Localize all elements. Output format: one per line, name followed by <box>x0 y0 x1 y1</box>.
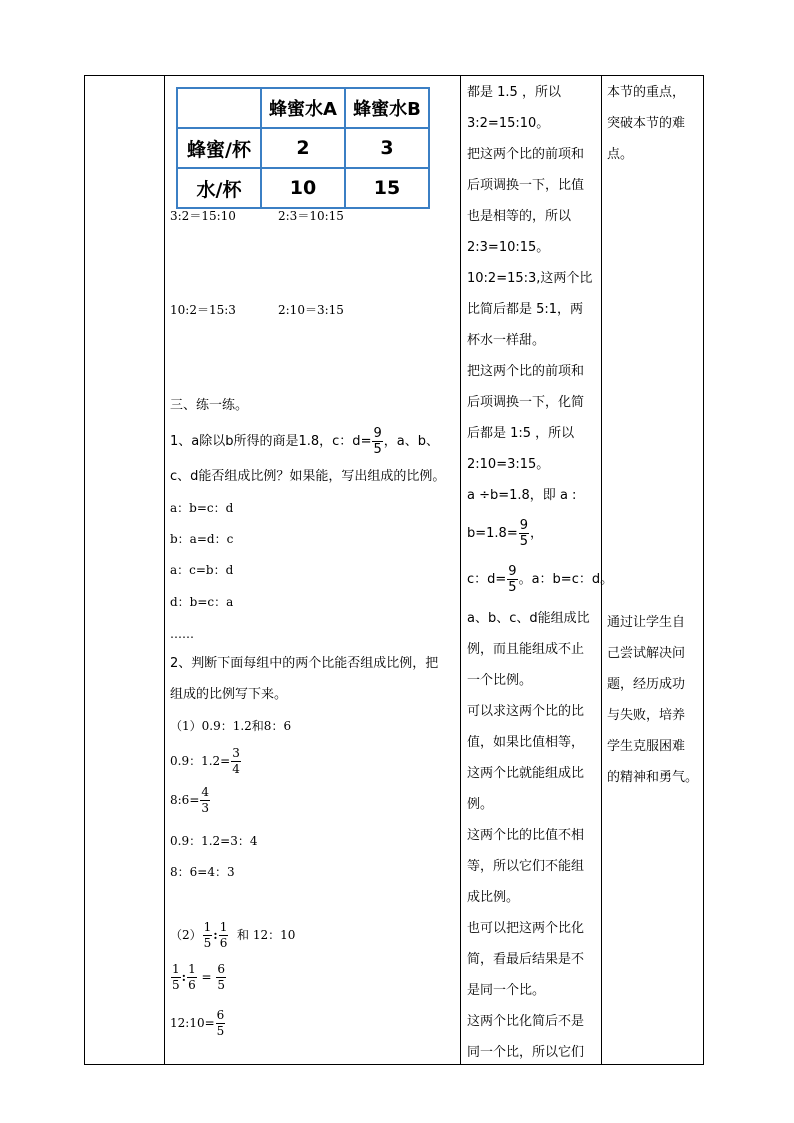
fraction: $\frac{1}{6}$ <box>219 920 228 950</box>
fraction-equation: 0.9：1.2= $\frac{3}{4}$ <box>170 746 240 776</box>
fraction: $\frac{1}{5}$ <box>203 920 212 950</box>
explanation-line: 3:2=15:10。 <box>467 116 550 131</box>
fraction: $\frac{3}{4}$ <box>232 746 240 776</box>
explanation-line: 值，如果比值相等， <box>467 735 585 750</box>
question-2-part-2: （2） $\frac{1}{5}$ : $\frac{1}{6}$ 和 12：10 <box>170 920 296 950</box>
note-line: 己尝试解决问 <box>607 646 686 661</box>
equation: 8：6=4：3 <box>170 865 235 879</box>
table-cell: 蜂蜜/杯 <box>177 128 261 168</box>
explanation-line: 比简后都是 5:1，两 <box>467 302 584 317</box>
teaching-note-bottom <box>607 607 707 793</box>
fraction-equation: 12:10= $\frac{6}{5}$ <box>170 1008 225 1038</box>
explanation-line: 杯水一样甜。 <box>467 333 546 348</box>
equation: 3:2＝15:10 <box>170 209 236 223</box>
question-2-line2: 组成的比例写下来。 <box>170 687 288 702</box>
explanation-line: 后项调换一下，化简 <box>467 395 585 410</box>
question-1: 1、a除以b所得的商是1.8，c：d= $\frac{9}{5}$ ，a、b、 <box>170 426 439 457</box>
table-cell: 水/杯 <box>177 168 261 208</box>
explanation-line: a ÷b=1.8，即 a : <box>467 488 577 503</box>
explanation-line: 后都是 1:5 ，所以 <box>467 426 575 441</box>
table-row <box>177 168 429 208</box>
explanation-line: 成比例。 <box>467 890 520 905</box>
table-col-border-3 <box>460 75 461 1065</box>
answer-line: d：b=c：a <box>170 595 234 609</box>
question-2: 2、判断下面每组中的两个比能否组成比例，把 <box>170 656 439 671</box>
explanation-line: 可以求这两个比的比 <box>467 704 585 719</box>
explanation-line: 例。 <box>467 797 494 812</box>
table-cell: 2 <box>261 128 345 168</box>
answer-line: a：b=c：d <box>170 501 234 515</box>
explanation-line: 简，看最后结果是不 <box>467 952 585 967</box>
explanation-line: 这两个比的比值不相 <box>467 828 585 843</box>
fraction: $\frac{4}{3}$ <box>201 785 210 815</box>
note-line: 本节的重点， <box>607 85 686 100</box>
equation: 2:10＝3:15 <box>278 303 344 317</box>
table-cell: 3 <box>345 128 429 168</box>
explanation-line: 等，所以它们不能组 <box>467 859 585 874</box>
table-cell <box>177 88 261 128</box>
fraction: $\frac{9}{5}$ <box>508 564 517 595</box>
explanation-line: 2:3=10:15。 <box>467 240 550 255</box>
explanation-line: 一个比例。 <box>467 673 533 688</box>
note-line: 的精神和勇气。 <box>607 770 699 785</box>
equation: 10:2＝15:3 <box>170 303 236 317</box>
note-line: 突破本节的难 <box>607 116 686 131</box>
fraction-equation: 8:6= $\frac{4}{3}$ <box>170 785 210 815</box>
explanation-line: 同一个比，所以它们 <box>467 1045 585 1060</box>
explanation-line: 也是相等的，所以 <box>467 209 572 224</box>
explanation-line: a、b、c、d能组成比 <box>467 611 590 626</box>
table-row <box>177 88 429 128</box>
explanation-line: 2:10=3:15。 <box>467 457 550 472</box>
explanation-line: 10:2=15:3,这两个比 <box>467 271 593 286</box>
explanation-line: 例，而且能组成不止 <box>467 642 585 657</box>
explanation-line: 后项调换一下，比值 <box>467 178 585 193</box>
fraction: $\frac{9}{5}$ <box>519 518 528 549</box>
table-col-border-1 <box>84 75 85 1065</box>
question-1-line2: c、d能否组成比例？如果能，写出组成的比例。 <box>170 469 446 484</box>
explanation-line: 这两个比化简后不是 <box>467 1014 585 1029</box>
table-col-border-5 <box>703 75 704 1065</box>
honey-water-table <box>176 87 430 209</box>
explanation-line: 把这两个比的前项和 <box>467 364 585 379</box>
explanation-line: 也可以把这两个比化 <box>467 921 585 936</box>
ellipsis: …… <box>170 627 194 641</box>
fraction: $\frac{1}{5}$ <box>172 962 180 992</box>
explanation-line: 这两个比就能组成比 <box>467 766 585 781</box>
explanation-line: 是同一个比。 <box>467 983 546 998</box>
table-bottom-border <box>84 1064 704 1065</box>
table-top-border <box>84 75 704 76</box>
teaching-note-top <box>607 77 707 170</box>
section-heading: 三、练一练。 <box>170 398 249 413</box>
explanation-line: 都是 1.5 ，所以 <box>467 85 561 100</box>
table-header-b: 蜂蜜水B <box>345 88 429 128</box>
fraction: $\frac{9}{5}$ <box>373 426 382 457</box>
explanation-line: 把这两个比的前项和 <box>467 147 585 162</box>
explanation-column <box>467 77 614 1068</box>
table-cell: 10 <box>261 168 345 208</box>
fraction: $\frac{1}{6}$ <box>188 962 196 992</box>
fraction-equation: $\frac{1}{5}$ : $\frac{1}{6}$ = $\frac{6}{5}$ <box>172 962 226 992</box>
table-col-border-2 <box>164 75 165 1065</box>
answer-line: b：a=d：c <box>170 532 234 546</box>
note-line: 通过让学生自 <box>607 615 686 630</box>
note-line: 学生克服困难 <box>607 739 686 754</box>
equation: 2:3＝10:15 <box>278 209 344 223</box>
note-line: 题，经历成功 <box>607 677 686 692</box>
answer-line: a：c=b：d <box>170 563 234 577</box>
note-line: 与失败，培养 <box>607 708 686 723</box>
note-line: 点。 <box>607 147 634 162</box>
explanation-line: b=1.8= $\frac{9}{5}$ ， <box>467 518 544 549</box>
explanation-line: c：d= $\frac{9}{5}$ 。a：b=c：d。 <box>467 564 614 595</box>
equation: 0.9：1.2=3：4 <box>170 834 258 848</box>
fraction: $\frac{6}{5}$ <box>216 1008 225 1038</box>
table-col-border-4 <box>601 75 602 1065</box>
table-cell: 15 <box>345 168 429 208</box>
table-row <box>177 128 429 168</box>
table-header-a: 蜂蜜水A <box>261 88 345 128</box>
question-2-part-1: （1）0.9：1.2和8：6 <box>170 719 292 733</box>
fraction: $\frac{6}{5}$ <box>217 962 226 992</box>
